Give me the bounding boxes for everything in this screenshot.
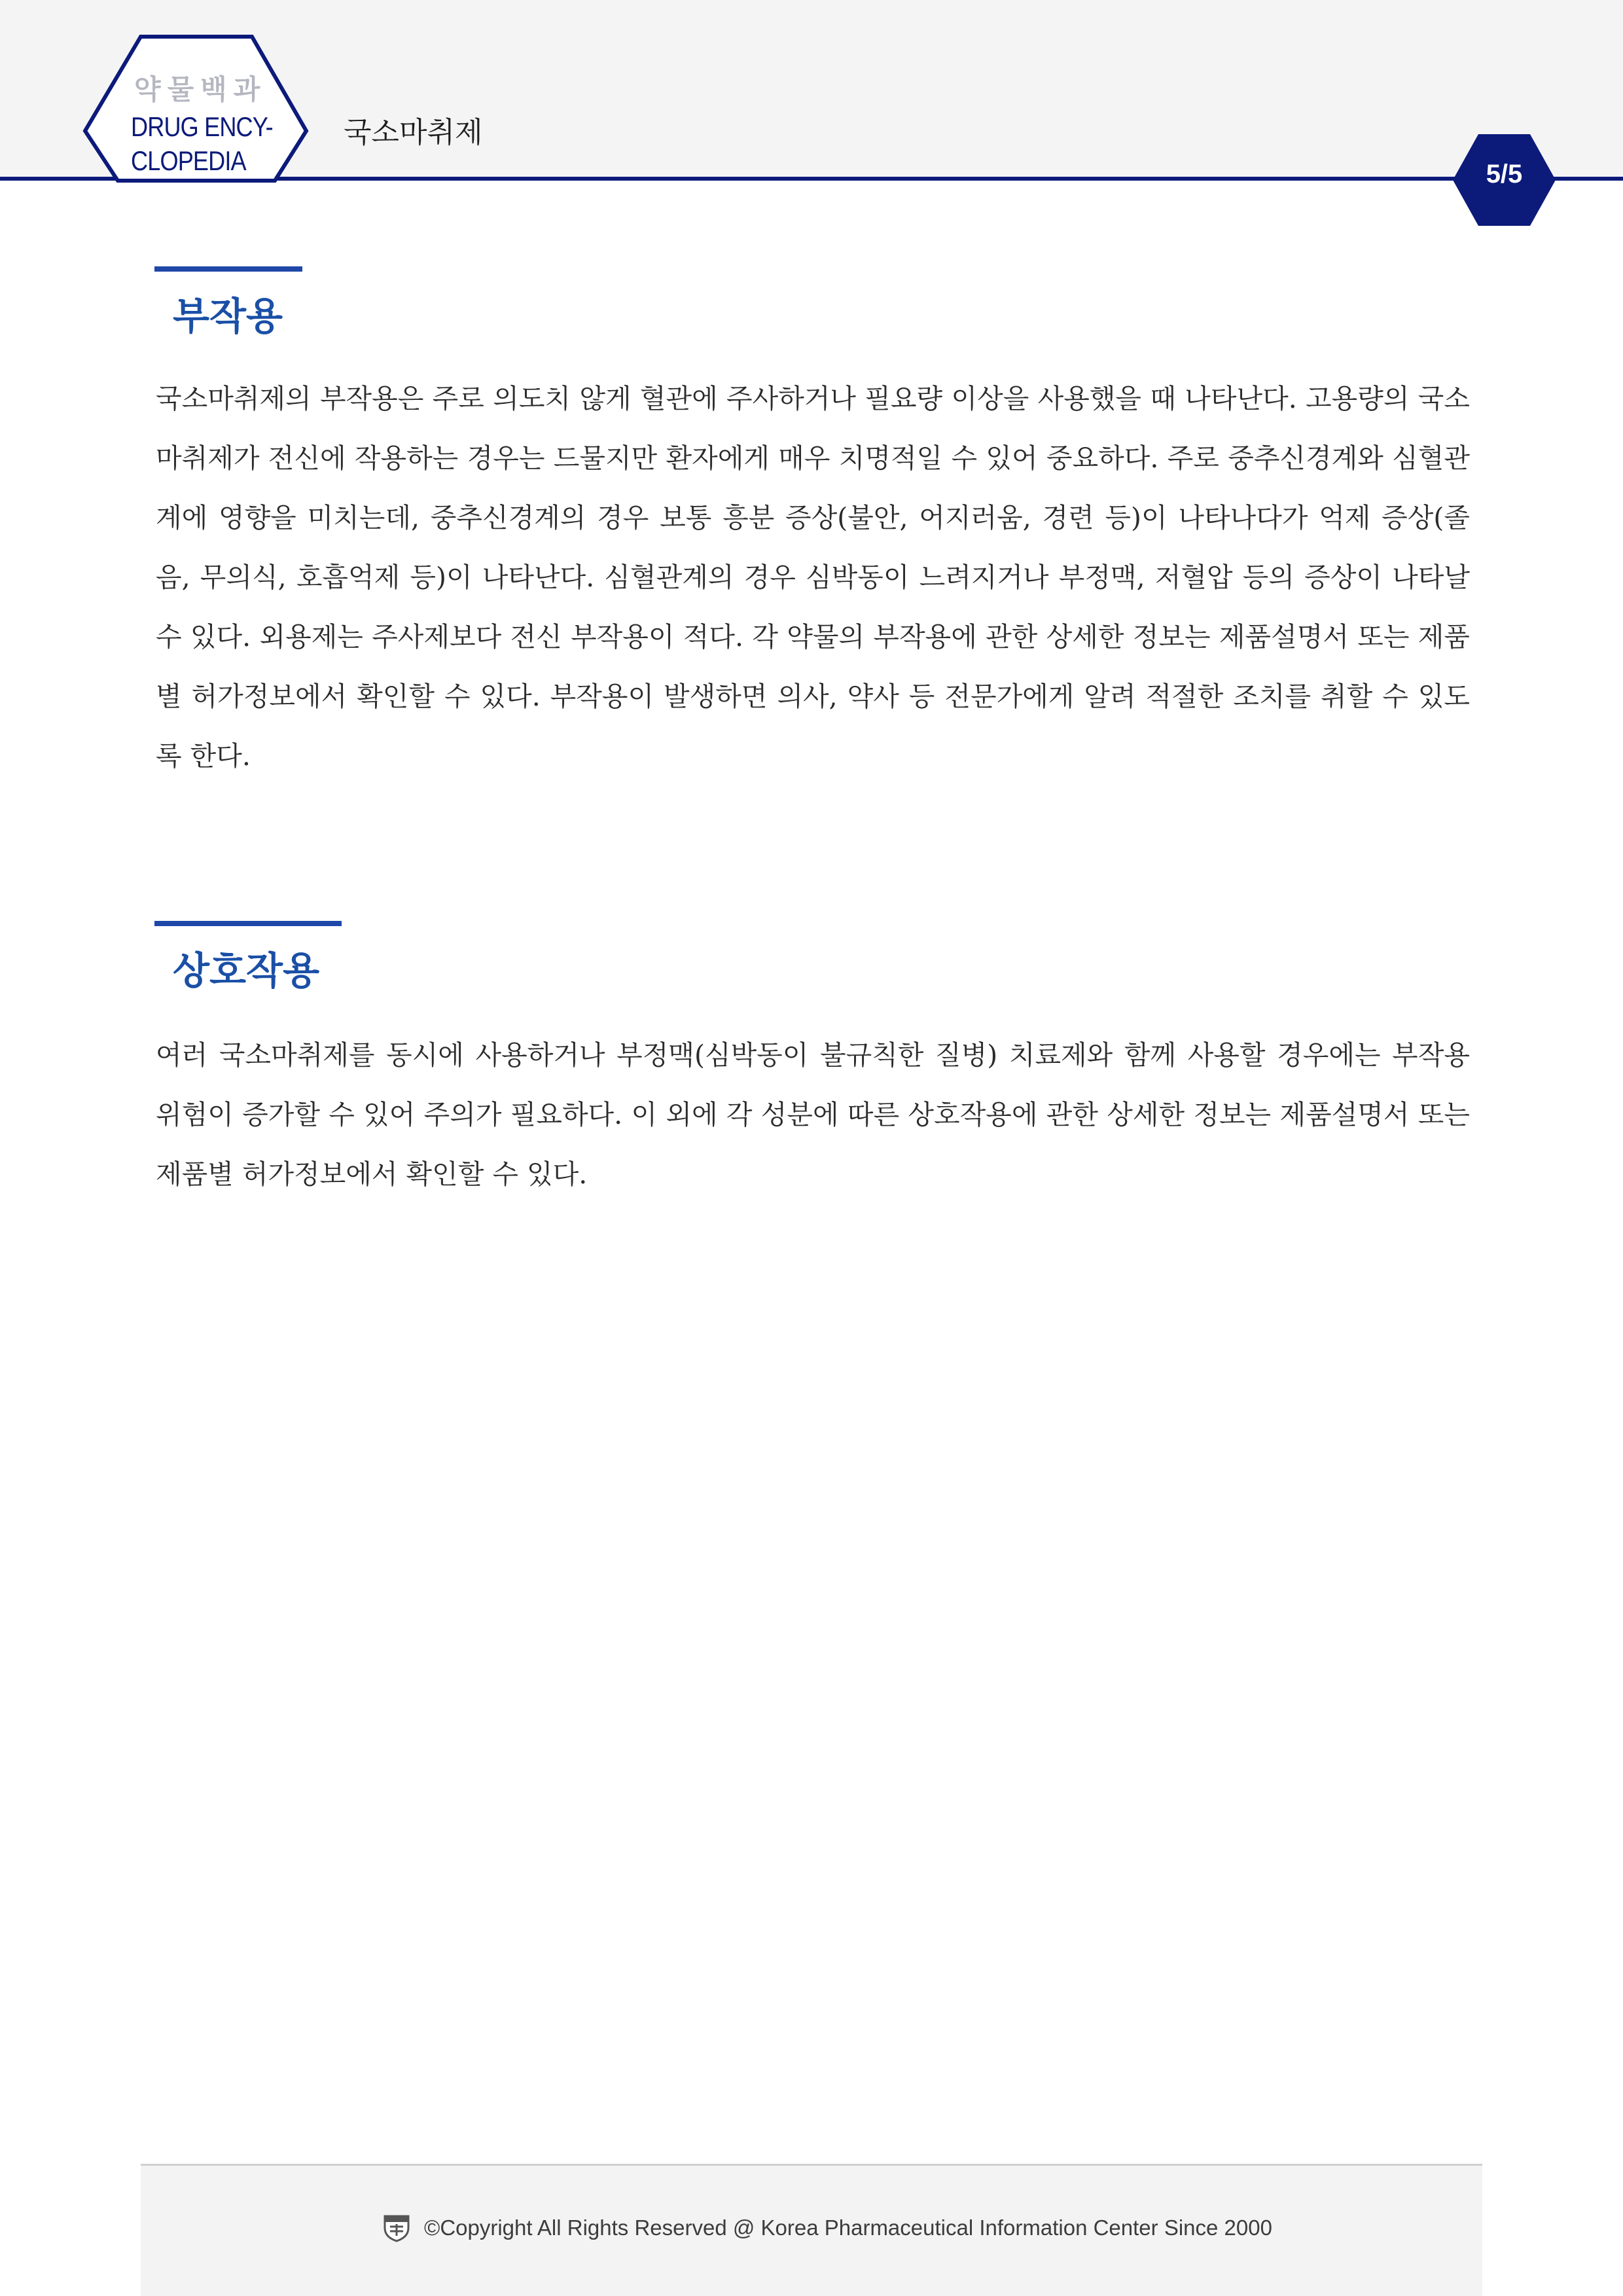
logo-korean-text: 약물백과 xyxy=(134,73,267,105)
logo-english-line-1: DRUG ENCY- xyxy=(131,111,273,142)
logo-english-line-2: CLOPEDIA xyxy=(131,145,246,176)
section-2-body: 여러 국소마취제를 동시에 사용하거나 부정맥(심박동이 불규칙한 질병) 치료제와 함께 사용할 경우에는 부작용 위험이 증가할 수 있어 주의가 필요하다. 이 외에 각 성분에 따른 상호작용에 관한 상세한 정보는 제품설명서 또는 제품별 허가정보에서 확인할 수 있다. xyxy=(156,1039,1470,1190)
page-title: 국소마취제 xyxy=(344,116,483,149)
section-1-accent-bar xyxy=(154,266,302,272)
page-indicator: 5/5 xyxy=(1486,160,1523,188)
footer-copyright: ©Copyright All Rights Reserved @ Korea Pharmaceutical Information Center Since 2000 xyxy=(424,2215,1272,2240)
section-1-heading: 부작용 xyxy=(173,294,283,338)
section-2-accent-bar xyxy=(154,921,342,926)
crest-icon xyxy=(382,2214,411,2242)
logo-english-text xyxy=(131,110,273,178)
section-1-body: 국소마취제의 부작용은 주로 의도치 않게 혈관에 주사하거나 필요량 이상을 사용했을 때 나타난다. 고용량의 국소마취제가 전신에 작용하는 경우는 드물지만 환자에게 매우 치명적일 수 있어 중요하다. 주로 중추신경계와 심혈관계에 영향을 미치는데, 중추신경계의 경우 보통 흥분 증상(불안, 어지러움, 경련 등)이 나타나다가 억제 증상(졸음, 무의식, 호흡억제 등)이 나타난다. 심혈관계의 경우 심박동이 느려지거나 부정맥, 저혈압 등의 증상이 나타날 수 있다. 외용제는 주사제보다 전신 부작용이 적다. 각 약물의 부작용에 관한 상세한 정보는 제품설명서 또는 제품별 허가정보에서 확인할 수 있다. 부작용이 발생하면 의사, 약사 등 전문가에게 알려 적절한 조치를 취할 수 있도록 한다. xyxy=(156,383,1470,772)
section-2-heading: 상호작용 xyxy=(173,948,320,993)
